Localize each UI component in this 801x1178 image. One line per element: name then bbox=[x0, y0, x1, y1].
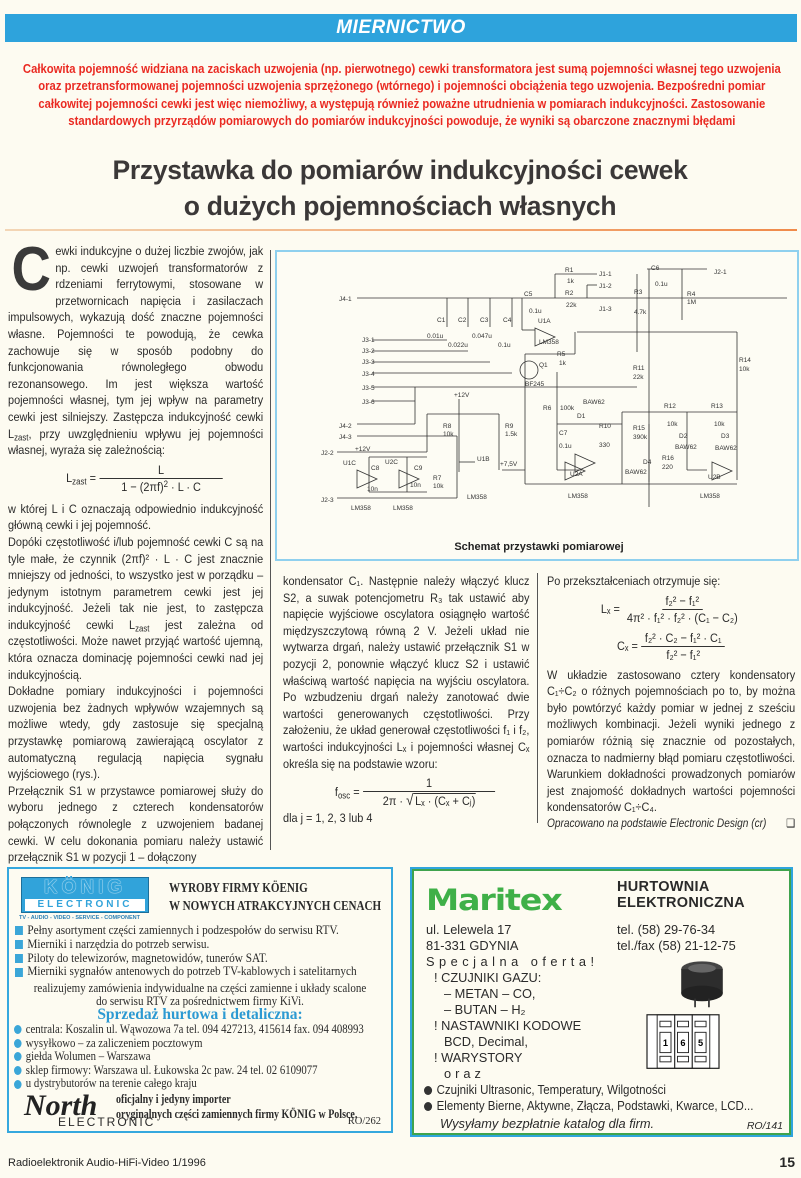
subscript: zast bbox=[14, 432, 29, 443]
tagline: TV - AUDIO - VIDEO - SERVICE - COMPONENT bbox=[19, 915, 141, 921]
article-title bbox=[30, 152, 770, 224]
round-bullet-icon bbox=[14, 1066, 22, 1075]
sqrt-icon: √ bbox=[406, 792, 414, 810]
schematic-label: C9 bbox=[414, 465, 423, 472]
bullet-text: Czujniki Ultrasonic, Temperatury, Wilgotności bbox=[436, 1082, 666, 1097]
equals: = bbox=[353, 785, 360, 800]
subscript: osc bbox=[337, 791, 351, 801]
orders-text-1: realizujemy zamówienia indywidualne na części zamienne i układy scalone bbox=[33, 981, 367, 995]
title-line-1: Przystawka do pomiarów indukcyjności cewek bbox=[112, 155, 688, 185]
schematic-label: R2 bbox=[565, 290, 574, 297]
bullet-text: Elementy Bierne, Aktywne, Złącza, Podstawki, Kwarce, LCD... bbox=[436, 1098, 754, 1113]
title-rule bbox=[5, 229, 797, 231]
orders-text-2: do serwisu RTV za pośrednictwem firmy KiVi. bbox=[96, 994, 304, 1008]
paragraph: dla j = 1, 2, 3 lub 4 bbox=[283, 811, 373, 826]
schematic-label: 1k bbox=[567, 278, 574, 285]
schematic-label: U2A bbox=[570, 471, 583, 478]
bcd-switch-image bbox=[646, 1012, 720, 1072]
schematic-caption: Schemat przystawki pomiarowej bbox=[454, 541, 624, 553]
schematic-label: D4 bbox=[643, 459, 652, 466]
schematic-label: U1B bbox=[477, 456, 490, 463]
schematic-label: R3 bbox=[634, 289, 643, 296]
schematic-label: J2-3 bbox=[321, 497, 334, 504]
column-divider bbox=[537, 573, 538, 823]
round-bullet-icon bbox=[14, 1080, 22, 1089]
schematic-figure bbox=[275, 250, 799, 561]
product-item bbox=[15, 938, 357, 952]
schematic-label: BAW62 bbox=[675, 444, 697, 451]
sale-location-item bbox=[14, 1023, 364, 1037]
offer-line: ! CZUJNIKI GAZU: bbox=[434, 970, 542, 985]
denominator bbox=[379, 792, 479, 810]
schematic-label: LM358 bbox=[700, 493, 720, 500]
denominator bbox=[118, 479, 205, 496]
sale-location-item bbox=[14, 1050, 364, 1064]
konig-advertisement bbox=[7, 867, 393, 1133]
item-text: Pełny asortyment części zamiennych i podzespołów do serwisu RTV. bbox=[27, 923, 339, 937]
schematic-label: 0.1u bbox=[655, 281, 668, 288]
end-mark-icon: ❑ bbox=[786, 817, 796, 830]
item-text: Mierniki i narzędzia do potrzeb serwisu. bbox=[27, 936, 210, 951]
schematic-label: 10n bbox=[367, 486, 378, 493]
round-bullet-icon bbox=[14, 1052, 22, 1061]
address-street: ul. Lelewela 17 bbox=[426, 922, 512, 937]
schematic-label: J4-3 bbox=[339, 434, 352, 441]
item-text: Piloty do telewizorów, magnetowidów, tunerów SAT. bbox=[27, 950, 268, 965]
sale-location-item bbox=[14, 1064, 364, 1078]
switch-digit: 1 bbox=[662, 1038, 669, 1049]
magazine-footer: Radioelektronik Audio-HiFi-Video 1/1996 bbox=[8, 1157, 206, 1169]
title-line-2: o dużych pojemnościach własnych bbox=[183, 191, 617, 221]
paragraph: W układzie zastosowano cztery kondensatory C₁÷C₂ o różnych pojemnościach po to, by można było powtórzyć każdy pomiar w jednej z sześciu możliwych kombinacji. Jeżeli wyniki jednego z pomiarów różnią się znacznie od pozostałych, oznacza to nadmierny błąd pomiaru częstotliwości. Warunkiem dokładności prowadzonych pomiarów jest znajomość dokładnych wartości pojemności kondensatorów C₁÷C₄. bbox=[547, 667, 796, 815]
phone: tel. (58) 29-76-34 bbox=[617, 922, 716, 937]
square-bullet-icon bbox=[15, 926, 23, 935]
logo-subtext: ELECTRONIC bbox=[25, 899, 145, 911]
schematic-label: J2-2 bbox=[321, 450, 334, 457]
drop-cap: C bbox=[11, 235, 51, 304]
fraction bbox=[623, 593, 741, 627]
schematic-label: J3-6 bbox=[362, 399, 375, 406]
schematic-label: 10k bbox=[433, 483, 444, 490]
switch-digit: 6 bbox=[680, 1038, 686, 1049]
schematic-label: R12 bbox=[664, 403, 676, 410]
schematic-label: J3-5 bbox=[362, 385, 375, 392]
schematic-label: R16 bbox=[662, 455, 674, 462]
schematic-label: C2 bbox=[458, 317, 467, 324]
product-item bbox=[15, 952, 357, 966]
schematic-label: R7 bbox=[433, 475, 442, 482]
schematic-label: J3-1 bbox=[362, 337, 375, 344]
schematic-label: +12V bbox=[355, 446, 371, 453]
subscript: zast bbox=[72, 477, 87, 488]
schematic-label: C5 bbox=[524, 291, 533, 298]
heading-1: HURTOWNIA bbox=[617, 879, 710, 895]
schematic-label: J3-2 bbox=[362, 348, 375, 355]
schematic-label: J4-1 bbox=[339, 296, 352, 303]
schematic-label: D3 bbox=[721, 433, 730, 440]
schematic-label: D2 bbox=[679, 433, 688, 440]
offer-line: BCD, Decimal, bbox=[444, 1034, 528, 1049]
headline-1: WYROBY FIRMY KÖENIG bbox=[169, 880, 308, 895]
schematic-label: 10k bbox=[714, 421, 725, 428]
formula-lhs bbox=[335, 784, 360, 801]
schematic-label: 100k bbox=[560, 405, 575, 412]
sale-location-item bbox=[14, 1037, 364, 1051]
symbol: L bbox=[66, 471, 73, 486]
product-list bbox=[15, 924, 357, 979]
schematic-label: J3-4 bbox=[362, 371, 375, 378]
schematic-label: 10k bbox=[739, 366, 750, 373]
offer-bullet bbox=[424, 1098, 753, 1114]
source-text: Opracowano na podstawie Electronic Design (cr) bbox=[547, 817, 767, 830]
round-bullet-icon bbox=[14, 1039, 22, 1048]
sale-locations bbox=[14, 1023, 364, 1091]
schematic-label: 0.022u bbox=[448, 342, 468, 349]
square-bullet-icon bbox=[15, 968, 23, 977]
importer-text bbox=[116, 1092, 357, 1122]
transistor-symbol bbox=[520, 361, 538, 379]
schematic-label: 22k bbox=[566, 302, 577, 309]
offer-line: oraz bbox=[444, 1066, 485, 1081]
paragraph: w której L i C oznaczają odpowiednio indukcyjność główną cewki i jej pojemność. bbox=[8, 501, 264, 533]
paragraph: kondensator C₁. Następnie należy włączyć klucz S2, a suwak potencjometru R₃ tak ustawić aby napięcie wyjściowe oscylatora osiągnęło wartość międzyszczytową równą 2 V. Jeżeli układ nie wytwarza drgań, należy ustawić przełącznik S1 w pozycji 2, ponownie włączyć klucz S2 i ustawić właściwą wartość napięcia na wyjściu oscylatora. Po wzbudzeniu drgań należy zanotować dwie wartości generowanych częstotliwości. Przy założeniu, że układ generował częstotliwości f₁ i f₂, wartości indukcyjności Lₓ i pojemności własnej Cₓ określa się na podstawie wzoru: bbox=[283, 574, 530, 771]
schematic-label: 10n bbox=[410, 482, 421, 489]
schematic-label: 4.7k bbox=[634, 309, 647, 316]
text: 1 − (2πf) bbox=[121, 479, 164, 494]
bullet-icon bbox=[424, 1102, 432, 1111]
schematic-label: R14 bbox=[739, 357, 751, 364]
text: · L · C bbox=[168, 479, 201, 494]
offer-line: – METAN – CO, bbox=[444, 986, 536, 1001]
konig-logo bbox=[21, 877, 149, 913]
equals: = bbox=[89, 471, 96, 486]
importer-line-1: oficjalny i jedyny importer bbox=[116, 1092, 231, 1106]
column-3 bbox=[547, 573, 795, 833]
formula-lzast bbox=[26, 462, 264, 496]
paragraph: Po przekształceniach otrzymuje się: bbox=[547, 574, 721, 588]
item-text: centrala: Koszalin ul. Wąwozowa 7a tel. 094 427213, 415614 fax. 094 408993 bbox=[25, 1022, 364, 1036]
north-electronic-logo-text: ELECTRONIC bbox=[58, 1115, 156, 1129]
schematic-label: C7 bbox=[559, 430, 568, 437]
opamp-symbol bbox=[575, 454, 595, 472]
schematic-label: LM358 bbox=[393, 505, 413, 512]
page-number: 15 bbox=[779, 1154, 795, 1170]
schematic-label: +12V bbox=[454, 392, 470, 399]
formula-lhs: Cₓ = bbox=[617, 639, 638, 654]
schematic-label: 10k bbox=[667, 421, 678, 428]
fraction bbox=[363, 775, 495, 810]
radicand: Lₓ · (Cₓ + Cⱼ) bbox=[415, 794, 476, 809]
sale-heading: Sprzedaż hurtowa i detaliczna: bbox=[97, 1006, 303, 1023]
schematic-label: J3-3 bbox=[362, 359, 375, 366]
schematic-label: 0.047u bbox=[472, 333, 492, 340]
north-electronic-logo: North bbox=[24, 1089, 98, 1122]
schematic-label: +7,5V bbox=[500, 461, 518, 468]
product-item bbox=[15, 924, 357, 938]
schematic-label: C6 bbox=[651, 265, 660, 272]
schematic-label: D1 bbox=[577, 413, 586, 420]
numerator: 1 bbox=[363, 775, 495, 792]
bullet-icon bbox=[424, 1086, 432, 1095]
ad-code: RO/262 bbox=[347, 1116, 381, 1127]
schematic-label: LM358 bbox=[539, 339, 559, 346]
numerator: L bbox=[99, 462, 222, 479]
special-offer: Specjalna oferta! bbox=[426, 954, 599, 969]
column-divider bbox=[270, 250, 271, 850]
schematic-label: LM358 bbox=[467, 494, 487, 501]
phone-fax: tel./fax (58) 21-12-75 bbox=[617, 938, 736, 953]
headline-2: W NOWYCH ATRAKCYJNYCH CENACH bbox=[169, 898, 382, 913]
schematic-label: 390k bbox=[633, 434, 648, 441]
ad-headline bbox=[169, 879, 381, 915]
product-item bbox=[15, 965, 357, 979]
offer-line: ! WARYSTORY bbox=[434, 1050, 523, 1065]
switch-digit: 5 bbox=[697, 1038, 704, 1049]
schematic-diagram bbox=[277, 252, 797, 559]
schematic-label: J4-2 bbox=[339, 423, 352, 430]
schematic-label: R1 bbox=[565, 267, 574, 274]
text: Dopóki częstotliwość i/lub pojemność cewki C są na tyle małe, że czynnik (2πf)² · L · C jest znacznie mniejszy od jedności, to wszystko jest w porządku – jedynym istotnym parametrem cewki jest jej indukcyjność. Jeżeli tak nie jest, to zastępcza indukcyjność cewki L bbox=[8, 534, 264, 632]
schematic-label: R15 bbox=[633, 425, 645, 432]
schematic-label: R8 bbox=[443, 423, 452, 430]
schematic-label: 0.1u bbox=[529, 308, 542, 315]
text: 2π · bbox=[382, 794, 407, 809]
schematic-label: J2-1 bbox=[714, 269, 727, 276]
offer-line: ! NASTAWNIKI KODOWE bbox=[434, 1018, 582, 1033]
offer-bullet bbox=[424, 1082, 666, 1098]
text: ewki indukcyjne o dużej liczbie zwojów, jak np. cewki uzwojeń transformatorów z rdzeniami ferrytowymi, stosowane w przetwornicach napięcia i zasilaczach impulsowych, wykazują dość znaczne pojemności własne. Pojemności te powodują, że cewka zachowuje się w sposób podobny do funkcjonowania równoległego obwodu rezonansowego. Im jest większa wartość pojemności własnej, tym jej wpływ na parametry cewki jest silniejszy. Zastępcza indukcyjność cewki L bbox=[8, 244, 264, 441]
catalog-note: Wysyłamy bezpłatnie katalog dla firm. bbox=[440, 1116, 655, 1131]
schematic-label: J1-2 bbox=[599, 283, 612, 290]
logo-text: KÖNIG bbox=[43, 877, 127, 898]
symbol: f bbox=[334, 785, 338, 800]
schematic-label: 10k bbox=[443, 431, 454, 438]
section-header: MIERNICTWO bbox=[5, 14, 797, 42]
denominator: f₂² − f₁² bbox=[666, 647, 701, 662]
maritex-advertisement bbox=[410, 867, 793, 1137]
schematic-label: C1 bbox=[437, 317, 446, 324]
schematic-label: BAW62 bbox=[583, 399, 605, 406]
offer-line: – BUTAN – H₂ bbox=[444, 1002, 526, 1017]
schematic-label: U1A bbox=[538, 318, 551, 325]
formula-lhs bbox=[66, 470, 96, 487]
formula-fosc bbox=[301, 775, 530, 810]
formula-cx bbox=[547, 630, 795, 664]
schematic-label: 1k bbox=[559, 360, 566, 367]
schematic-labels bbox=[321, 265, 751, 512]
schematic-label: R5 bbox=[557, 351, 566, 358]
schematic-label: BAW62 bbox=[625, 469, 647, 476]
maritex-logo: Maritex bbox=[426, 883, 562, 917]
schematic-wires bbox=[337, 269, 787, 507]
formula-lhs: Lₓ = bbox=[600, 602, 620, 617]
schematic-label: U2B bbox=[708, 474, 721, 481]
text: jest zależna od częstotliwości. Może nawet przyjąć wartość ujemną, która oznacza dominację pojemności cewki nad jej indukcyjnością. bbox=[8, 617, 264, 682]
fraction bbox=[99, 462, 222, 496]
schematic-label: R9 bbox=[505, 423, 514, 430]
round-bullet-icon bbox=[14, 1025, 22, 1034]
item-text: wysyłkowo – za zaliczeniem pocztowym bbox=[25, 1035, 203, 1050]
denominator: 4π² · f₁² · f₂² · (C₁ − C₂) bbox=[626, 610, 738, 625]
square-bullet-icon bbox=[15, 940, 23, 949]
maritex-heading bbox=[617, 879, 745, 911]
item-text: u dystrybutorów na terenie całego kraju bbox=[25, 1076, 197, 1091]
schematic-label: 220 bbox=[662, 464, 673, 471]
square-bullet-icon bbox=[15, 954, 23, 963]
text: , przy uwzględnieniu wpływu jej pojemności własnej, wyraża się zależnością: bbox=[8, 426, 264, 458]
paragraph: Dokładne pomiary indukcyjności i pojemności uzwojenia bez żadnych wpływów wzajemnych są możliwe wtedy, gdy zastosuje się specjalną przystawkę pomiarową zawierającą oscylator z automatyczną regulacją napięcia sygnału wyjściowego (rys.). bbox=[8, 684, 264, 782]
schematic-label: J1-3 bbox=[599, 306, 612, 313]
schematic-label: 1M bbox=[687, 299, 697, 306]
schematic-label: 330 bbox=[599, 442, 610, 449]
paragraph bbox=[8, 235, 264, 459]
item-text: Mierniki sygnałów antenowych do potrzeb TV-kablowych i satelitarnych bbox=[27, 964, 357, 979]
schematic-label: U1C bbox=[343, 460, 357, 467]
schematic-label: 1.5k bbox=[505, 431, 518, 438]
schematic-label: U2C bbox=[385, 459, 399, 466]
subscript: zast bbox=[135, 623, 150, 634]
schematic-label: C3 bbox=[480, 317, 489, 324]
address-city: 81-331 GDYNIA bbox=[426, 938, 519, 953]
schematic-label: LM358 bbox=[351, 505, 371, 512]
schematic-label: BAW62 bbox=[715, 445, 737, 452]
paragraph: Przełącznik S1 w przystawce pomiarowej służy do wyboru jednego z czterech kondensatorów połączonych równolegle z uzwojeniem badanej cewki. W celu dokonania pomiaru należy ustawić przełącznik S1 w pozycji 1 – dołączony bbox=[8, 783, 264, 865]
schematic-label: 0.1u bbox=[559, 443, 572, 450]
exponent: 2 bbox=[163, 478, 169, 489]
gas-sensor-image bbox=[674, 957, 730, 1009]
schematic-label: 0.1u bbox=[498, 342, 511, 349]
importer-line-2: oryginalnych części zamiennych firmy KÖNIG w Polsce. bbox=[116, 1107, 358, 1121]
paragraph bbox=[8, 534, 263, 683]
heading-2: ELEKTRONICZNA bbox=[617, 895, 745, 911]
schematic-label: R13 bbox=[711, 403, 723, 410]
column-1 bbox=[8, 235, 264, 866]
schematic-label: R11 bbox=[633, 365, 645, 372]
lead-paragraph: Całkowita pojemność widziana na zaciskach uzwojenia (np. pierwotnego) cewki transformatora jest sumą pojemności własnej tego uzwojenia oraz przetransformowanej pojemności uzwojenia sprzężonego (wtórnego) i pojemności obciążenia tego uzwojenia. Bezpośredni pomiar całkowitej pojemności cewki jest więc niemożliwy, a występują również poważne utrudnienia w pomiarach indukcyjności. Zastosowanie standardowych przyrządów pomiarowych do pomiarów indukcyjności powoduje, że wyniki są obarczone znacznymi błędami bbox=[22, 61, 781, 128]
schematic-label: 22k bbox=[633, 374, 644, 381]
schematic-label: C4 bbox=[503, 317, 512, 324]
schematic-label: BF245 bbox=[525, 381, 545, 388]
source-note bbox=[547, 816, 795, 833]
schematic-label: R4 bbox=[687, 291, 696, 298]
fraction bbox=[641, 630, 725, 664]
schematic-label: C8 bbox=[371, 465, 380, 472]
numerator: f₂² · C₂ − f₁² · C₁ bbox=[641, 630, 725, 647]
ad-code: RO/141 bbox=[746, 1120, 783, 1132]
schematic-label: LM358 bbox=[568, 493, 588, 500]
item-text: sklep firmowy: Warszawa ul. Łukowska 2c paw. 24 tel. 02 6109077 bbox=[25, 1062, 318, 1077]
column-2 bbox=[283, 573, 529, 827]
schematic-label: R6 bbox=[543, 405, 552, 412]
formula-lx bbox=[547, 593, 795, 627]
schematic-label: R10 bbox=[599, 423, 611, 430]
schematic-label: 0.01u bbox=[427, 333, 444, 340]
schematic-label: Q1 bbox=[539, 362, 548, 369]
schematic-label: J1-1 bbox=[599, 271, 612, 278]
item-text: giełda Wolumen – Warszawa bbox=[25, 1049, 151, 1064]
numerator: f₂² − f₁² bbox=[662, 593, 703, 610]
